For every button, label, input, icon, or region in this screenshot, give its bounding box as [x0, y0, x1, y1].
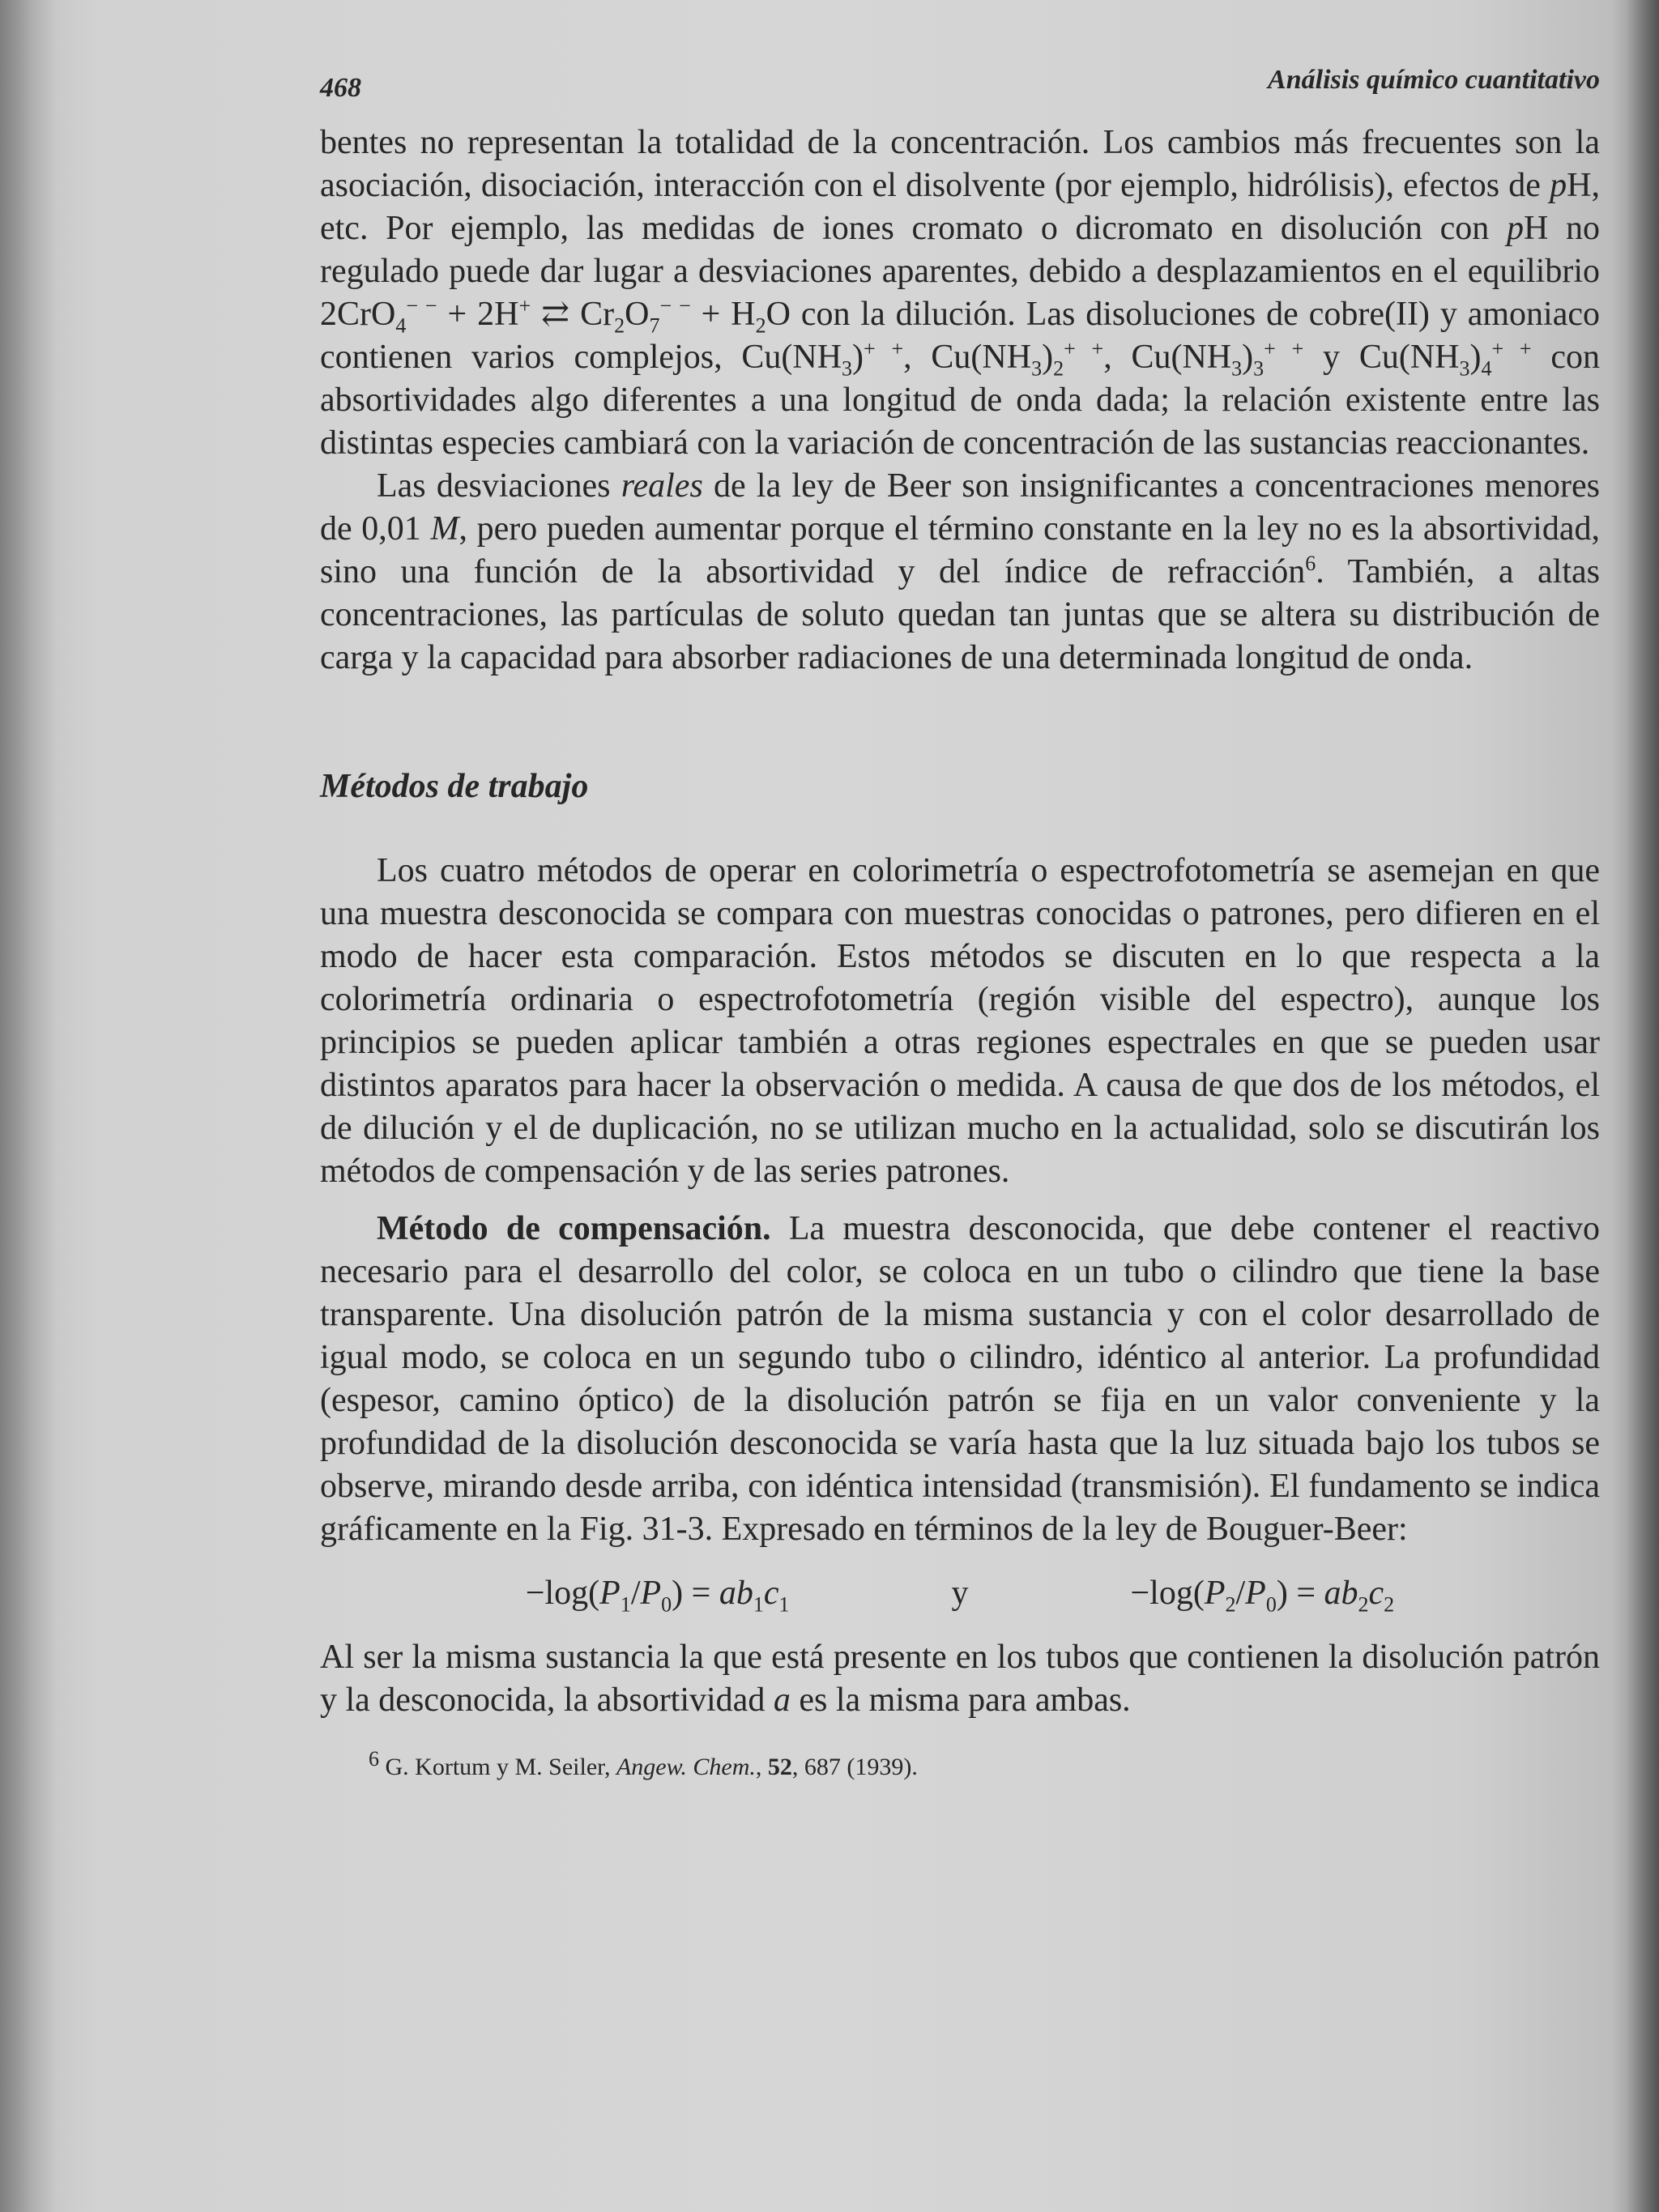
running-title: Análisis químico cuantitativo: [1268, 65, 1600, 95]
paragraph-spacer: [320, 1193, 1600, 1208]
page-content: [320, 49, 1600, 1784]
footnote-marker: 6: [369, 1747, 379, 1771]
equation-line: [320, 1572, 1600, 1615]
section-heading: Métodos de trabajo: [320, 768, 589, 805]
equation-connector: y: [951, 1575, 969, 1612]
footnote: $^6$ G. Kortum y M. Seiler, Angew. Chem., 52, 687 (1939).: [369, 1747, 918, 1780]
paragraph-1: bentes no representan la totalidad de la concentración. Los cambios más frecuentes son la asociación, disociación, interacción con el disolvente (por ejemplo, hidrólisis), efectos de pH, etc. Por ejemplo, las medidas de iones cromato o dicromato en disolución con pH no regulado puede dar lugar a desviaciones aparentes, debido a desplazamientos en el equilibrio 2CrO$_4$− − + 2H+ ⇄ $Cr_2O_7^{- -} + H_2O$ con la dilución. Las disoluciones de cobre(II) y amoniaco contienen varios complejos, $Cu(NH_3)^{+ +}$, $Cu(NH_3)_2^{+ +}$, $Cu(NH_3)_3^{+ +}$ y $Cu(NH_3)_4^{+ +}$ con absortividades algo diferentes a una longitud de onda dada; la relación existente entre las distintas especies cambiará con la variación de concentración de las sustancias reaccionantes.: [320, 124, 1601, 462]
paragraph-2: Las desviaciones reales de la ley de Beer son insignificantes a concentraciones menores de 0,01 M, pero pueden aumentar porque el término constante en la ley no es la absortividad, sino una función de la absortividad y del índice de refracción$^6$. También, a altas concentraciones, las partículas de soluto quedan tan juntas que se altera su distribución de carga y la capacidad para absorber radiaciones de una determinada longitud de onda.: [320, 467, 1600, 676]
paragraph-3: Los cuatro métodos de operar en colorimetría o espectrofotometría se asemejan en que una muestra desconocida se compara con muestras conocidas o patrones, pero difieren en el modo de hacer esta comparación. Estos métodos se discuten en lo que respecta a la colorimetría ordinaria o espectrofotometría (región visible del espectro), aunque los principios se pueden aplicar también a otras regiones espectrales en que se pueden usar distintos aparatos para hacer la observación o medida. A causa de que dos de los métodos, el de dilución y el de duplicación, no se utilizan mucho en la actualidad, solo se discutirán los métodos de compensación y de las series patrones.: [320, 852, 1600, 1190]
equation-left: $-\log(P_1/P_0) = ab_1c_1$: [525, 1575, 790, 1617]
footnote-reference: 6: [1305, 552, 1316, 575]
run-in-heading: Método de compensación.: [377, 1210, 771, 1247]
equation-right: $-\log(P_2/P_0) = ab_2c_2$: [1130, 1575, 1395, 1617]
paragraph-4: Método de compensación. La muestra desconocida, que debe contener el reactivo necesario para el desarrollo del color, se coloca en un tubo o cilindro que tiene la base transparente. Una disolución patrón de la misma sustancia y con el color desarrollado de igual modo, se coloca en un segundo tubo o cilindro, idéntico al anterior. La profundidad (espesor, camino óptico) de la disolución patrón se fija en un valor conveniente y la profundidad de la disolución desconocida se varía hasta que la luz situada bajo los tubos se observe, mirando desde arriba, con idéntica intensidad (transmisión). El fundamento se indica gráficamente en la Fig. 31-3. Expresado en términos de la ley de Bouguer-Beer:: [320, 1210, 1600, 1548]
page-edge-shadow: [1627, 0, 1659, 2212]
gutter-shadow: [0, 0, 57, 2212]
page-number: 468: [320, 73, 361, 103]
paragraph-5: Al ser la misma sustancia la que está presente en los tubos que contienen la disolución patrón y la desconocida, la absortividad a es la misma para ambas.: [320, 1639, 1600, 1719]
page-header: [320, 49, 1600, 121]
